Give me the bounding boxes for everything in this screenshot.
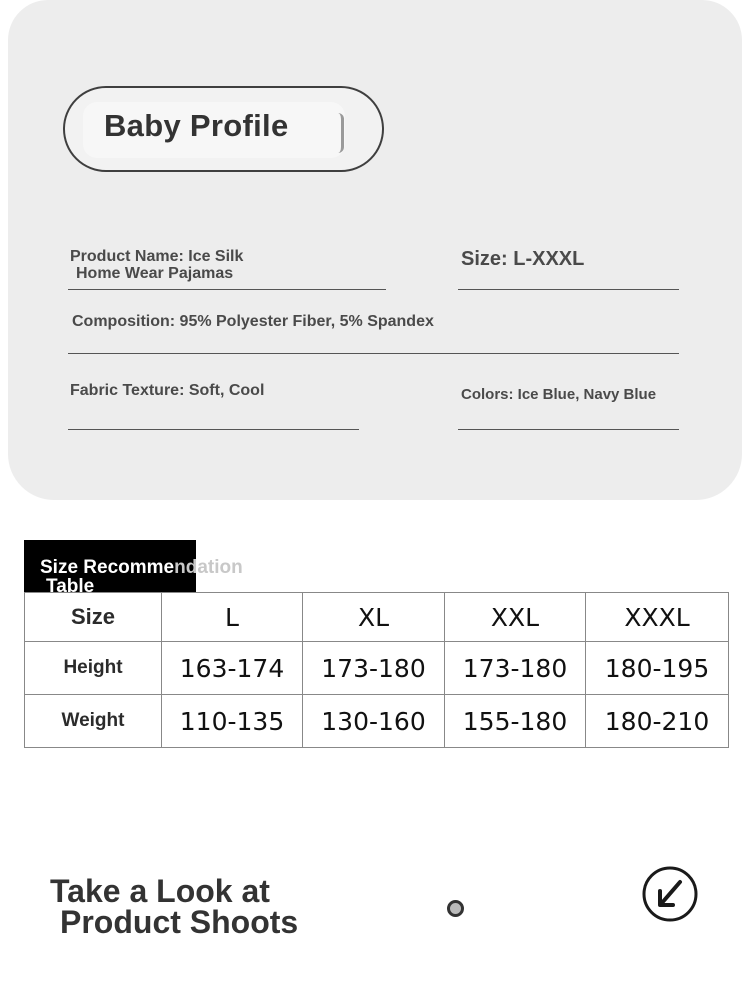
table-cell: 173-180 xyxy=(445,642,586,695)
circle-dot-icon xyxy=(447,900,464,917)
product-shoots-heading xyxy=(50,873,299,940)
table-row xyxy=(25,695,729,748)
product-name-field xyxy=(70,248,370,282)
table-cell: 163-174 xyxy=(162,642,303,695)
table-row-label: Weight xyxy=(25,695,162,748)
pill-bracket-mark xyxy=(337,113,344,153)
table-cell: 180-210 xyxy=(586,695,729,748)
composition-underline xyxy=(68,353,679,354)
table-header-cell: L xyxy=(162,593,303,642)
table-header-cell: XXL xyxy=(445,593,586,642)
table-cell: 173-180 xyxy=(303,642,445,695)
table-cell: 130-160 xyxy=(303,695,445,748)
table-cell: 110-135 xyxy=(162,695,303,748)
shoots-line1: Take a Look at xyxy=(50,873,270,909)
colors-underline xyxy=(458,429,679,430)
title-dark-part: Size Recomme xyxy=(40,557,175,578)
table-header-cell: XXXL xyxy=(586,593,729,642)
product-name-line2: Home Wear Pajamas xyxy=(76,265,234,282)
product-name-underline xyxy=(68,289,386,290)
title-faded-part: ndation xyxy=(174,557,243,578)
table-row-label: Height xyxy=(25,642,162,695)
table-header-row xyxy=(25,593,729,642)
colors-field: Colors: Ice Blue, Navy Blue xyxy=(461,386,657,403)
table-cell: 155-180 xyxy=(445,695,586,748)
table-header-cell: XL xyxy=(303,593,445,642)
arrow-down-left-circle-icon[interactable] xyxy=(642,866,698,922)
fabric-texture-underline xyxy=(68,429,359,430)
shoots-line2: Product Shoots xyxy=(60,904,299,940)
size-table xyxy=(24,592,729,748)
title-line2: Table xyxy=(46,576,95,597)
profile-title: Baby Profile xyxy=(104,108,289,143)
table-row xyxy=(25,642,729,695)
size-field: Size: L-XXXL xyxy=(461,248,585,270)
product-name-line1: Product Name: Ice Silk xyxy=(70,248,244,265)
table-cell: 180-195 xyxy=(586,642,729,695)
composition-field: Composition: 95% Polyester Fiber, 5% Spandex xyxy=(72,313,434,330)
table-header-cell: Size xyxy=(25,593,162,642)
size-recommendation-title xyxy=(40,558,280,596)
fabric-texture-field: Fabric Texture: Soft, Cool xyxy=(70,382,265,399)
size-underline xyxy=(458,289,679,290)
